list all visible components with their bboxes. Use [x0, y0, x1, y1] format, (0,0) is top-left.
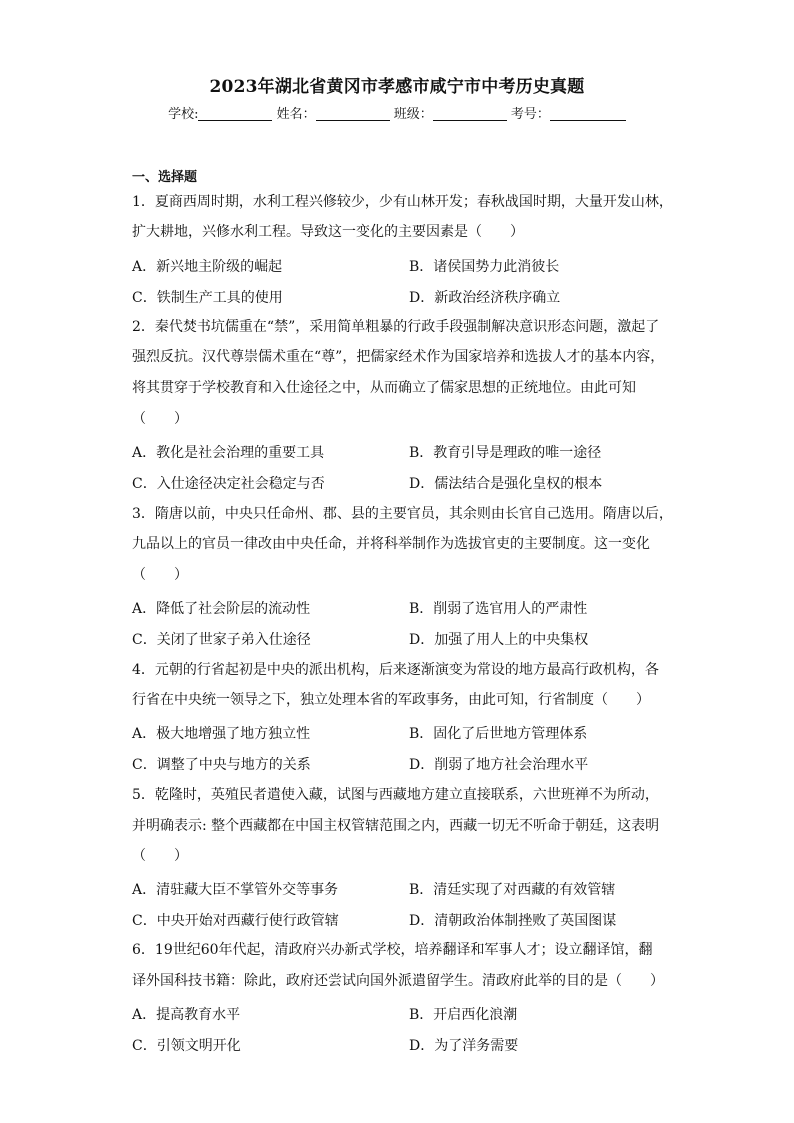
question-4-option-d: D．削弱了地方社会治理水平 — [409, 757, 589, 773]
question-4-option-c: C．调整了中央与地方的关系 — [132, 757, 311, 773]
question-6-line-1: 6．19世纪60年代起，清政府兴办新式学校，培养翻译和军事人才；设立翻译馆，翻 — [132, 942, 653, 958]
question-2-line-1: 2．秦代焚书坑儒重在“禁”，采用简单粗暴的行政手段强制解决意识形态问题，激起了 — [132, 319, 660, 335]
question-2-option-b: B．教育引导是理政的唯一途径 — [409, 445, 602, 461]
section-heading: 一、选择题 — [132, 170, 198, 185]
class-label: 班级： — [393, 107, 433, 122]
question-2-option-c: C．入仕途径决定社会稳定与否 — [132, 476, 325, 492]
question-2-option-a: A．教化是社会治理的重要工具 — [132, 445, 325, 461]
question-6-option-c: C．引领文明开化 — [132, 1038, 241, 1054]
question-1-option-b: B．诸侯国势力此消彼长 — [409, 259, 560, 275]
question-1-line-2: 扩大耕地，兴修水利工程。导致这一变化的主要因素是（ ） — [132, 224, 524, 240]
class-blank[interactable] — [433, 106, 507, 121]
question-6-option-a: A．提高教育水平 — [132, 1007, 241, 1023]
name-blank[interactable] — [316, 106, 390, 121]
question-6-line-2: 译外国科技书籍：除此，政府还尝试向国外派遣留学生。清政府此举的目的是（ ） — [132, 973, 664, 989]
page-title: 2023年湖北省黄冈市孝感市咸宁市中考历史真题 — [209, 77, 585, 97]
school-blank[interactable] — [198, 106, 272, 121]
question-5-line-2: 并明确表示: 整个西藏都在中国主权管辖范围之内，西藏一切无不听命于朝廷，这表明 — [132, 818, 660, 834]
question-2-line-3: 将其贯穿于学校教育和入仕途径之中，从而确立了儒家思想的正统地位。由此可知 — [132, 380, 636, 396]
question-5-line-3: （ ） — [132, 848, 188, 864]
question-2-line-2: 强烈反抗。汉代尊崇儒术重在“尊”，把儒家经术作为国家培养和选拔人才的基本内容， — [132, 349, 665, 365]
question-4-line-1: 4．元朝的行省起初是中央的派出机构，后来逐渐演变为常设的地方最高行政机构，各 — [132, 662, 659, 678]
name-label: 姓名： — [276, 107, 316, 122]
question-1-option-c: C．铁制生产工具的使用 — [132, 290, 283, 306]
question-5-line-1: 5．乾隆时，英殖民者遣使入藏，试图与西藏地方建立直接联系，六世班禅不为所动， — [132, 787, 659, 803]
question-1-option-d: D．新政治经济秩序确立 — [409, 290, 561, 306]
question-1-option-a: A．新兴地主阶级的崛起 — [132, 259, 283, 275]
question-3-line-2: 九品以上的官员一律改由中央任命，并将科举制作为选拔官吏的主要制度。这一变化 — [132, 536, 650, 552]
question-6-option-b: B．开启西化浪潮 — [409, 1007, 518, 1023]
question-3-line-3: （ ） — [132, 567, 188, 583]
number-blank[interactable] — [550, 106, 626, 121]
question-3-option-c: C．关闭了世家子弟入仕途径 — [132, 632, 311, 648]
question-4-option-b: B．固化了后世地方管理体系 — [409, 726, 588, 742]
question-1-line-1: 1．夏商西周时期，水利工程兴修较少，少有山林开发；春秋战国时期，大量开发山林， — [132, 194, 673, 210]
student-info-line — [0, 103, 794, 122]
question-3-option-d: D．加强了用人上的中央集权 — [409, 632, 589, 648]
question-2-option-d: D．儒法结合是强化皇权的根本 — [409, 476, 603, 492]
question-3-option-b: B．削弱了选官用人的严肃性 — [409, 601, 588, 617]
number-label: 考号： — [510, 107, 550, 122]
question-5-option-c: C．中央开始对西藏行使行政管辖 — [132, 913, 339, 929]
question-3-option-a: A．降低了社会阶层的流动性 — [132, 601, 311, 617]
question-6-option-d: D．为了洋务需要 — [409, 1038, 519, 1054]
question-4-line-2: 行省在中央统一领导之下，独立处理本省的军政事务，由此可知，行省制度（ ） — [132, 692, 650, 708]
question-5-option-d: D．清朝政治体制挫败了英国图谋 — [409, 913, 617, 929]
question-5-option-b: B．清廷实现了对西藏的有效管辖 — [409, 882, 616, 898]
question-5-option-a: A．清驻藏大臣不掌管外交等事务 — [132, 882, 339, 898]
question-2-line-4: （ ） — [132, 411, 188, 427]
question-3-line-1: 3．隋唐以前，中央只任命州、郡、县的主要官员，其余则由长官自己选用。隋唐以后， — [132, 506, 673, 522]
question-4-option-a: A．极大地增强了地方独立性 — [132, 726, 311, 742]
school-label: 学校: — [168, 107, 199, 122]
